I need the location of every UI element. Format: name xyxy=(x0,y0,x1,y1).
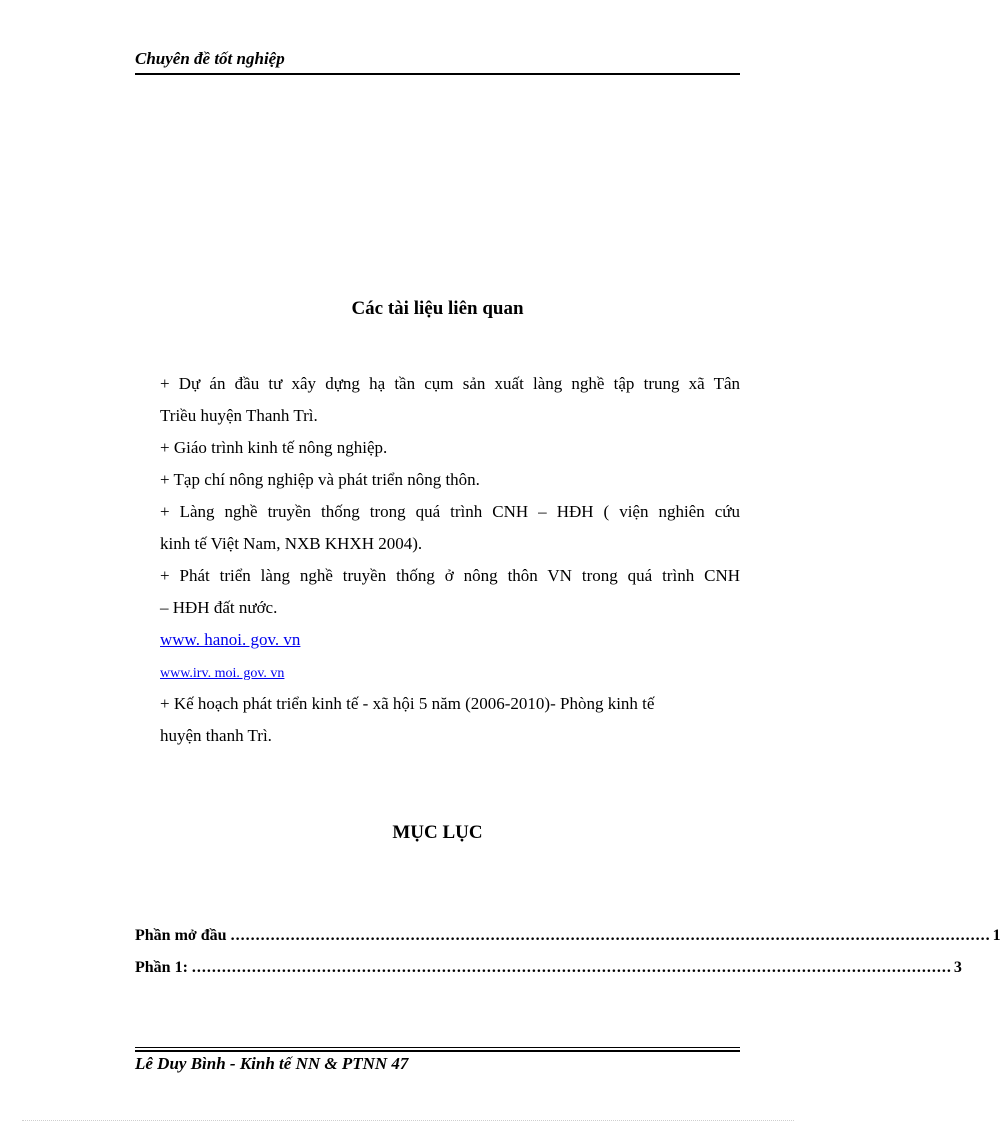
reference-line: + Làng nghề truyền thống trong quá trình CNH – HĐH ( viện nghiên cứu xyxy=(160,502,740,521)
toc-entry-page: 3 xyxy=(953,959,962,976)
toc-leader-dots: ........................................................................................................................................................ xyxy=(230,927,991,944)
reference-line: + Tạp chí nông nghiệp và phát triển nông thôn. xyxy=(160,470,480,489)
irv-link[interactable]: www.irv. moi. gov. vn xyxy=(160,666,285,681)
hanoi-link[interactable]: www. hanoi. gov. vn xyxy=(160,630,301,649)
references-heading: Các tài liệu liên quan xyxy=(351,298,524,319)
toc-entry-label: Phần mở đầu xyxy=(135,927,227,944)
toc-entry-label: Phần 1: xyxy=(135,959,188,976)
reference-line: + Dự án đầu tư xây dựng hạ tần cụm sản xuất làng nghề tập trung xã Tân xyxy=(160,374,740,393)
toc-entry[interactable] xyxy=(135,952,962,984)
page-header xyxy=(135,49,740,75)
page-edge-divider xyxy=(22,1120,794,1121)
toc-entry[interactable] xyxy=(135,920,1001,952)
header-title: Chuyên đề tốt nghiệp xyxy=(135,49,285,68)
reference-line: Triều huyện Thanh Trì. xyxy=(160,406,318,425)
reference-line: – HĐH đất nước. xyxy=(160,598,278,617)
reference-line: huyện thanh Trì. xyxy=(160,726,272,745)
table-of-contents xyxy=(135,920,1001,984)
toc-entry-page: 1 xyxy=(992,927,1001,944)
reference-line: + Kế hoạch phát triển kinh tế - xã hội 5 năm (2006-2010)- Phòng kinh tế xyxy=(160,694,655,713)
reference-line: + Giáo trình kinh tế nông nghiệp. xyxy=(160,438,388,457)
footer-rule xyxy=(135,1047,740,1052)
toc-heading: MỤC LỤC xyxy=(392,822,483,843)
reference-line: + Phát triển làng nghề truyền thống ở nông thôn VN trong quá trình CNH xyxy=(160,566,740,585)
footer-text: Lê Duy Bình - Kinh tế NN & PTNN 47 xyxy=(135,1054,409,1073)
references-list xyxy=(160,368,740,752)
reference-line: kinh tế Việt Nam, NXB KHXH 2004). xyxy=(160,534,423,553)
toc-leader-dots: ........................................................................................................................................................ xyxy=(191,959,952,976)
